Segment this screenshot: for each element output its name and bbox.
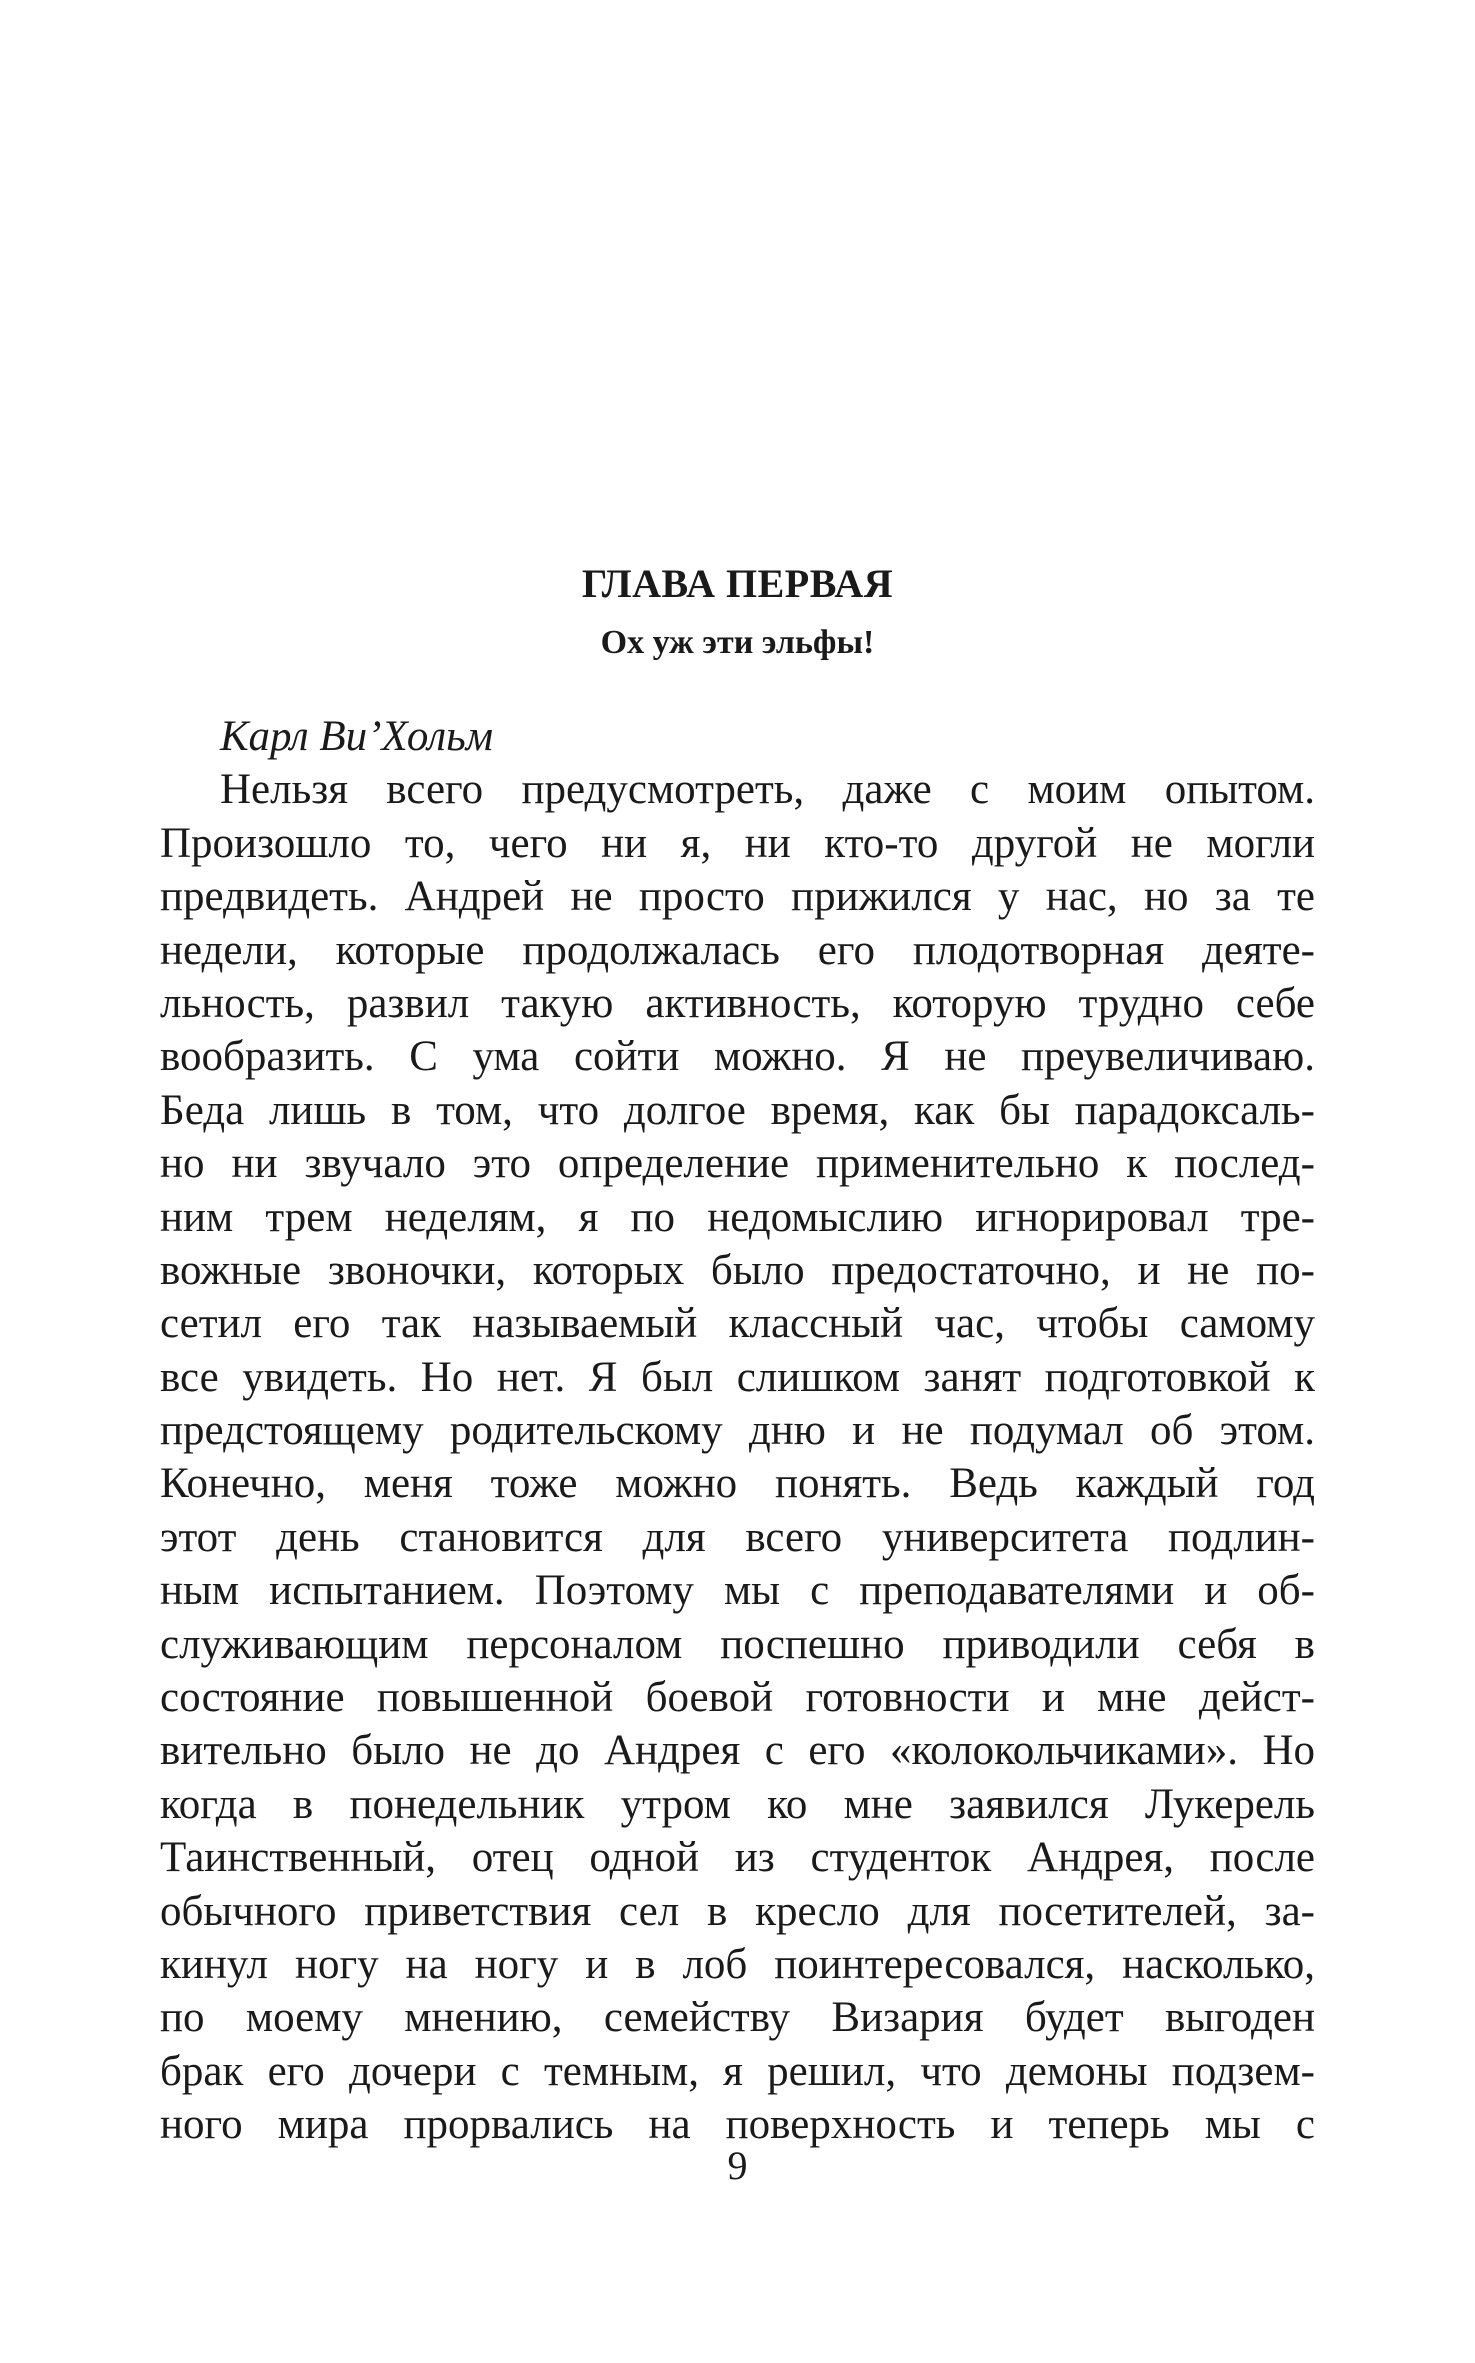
page-number: 9: [727, 2143, 748, 2188]
text-line: сетил его так называемый классный час, чтобы самому: [160, 1300, 1315, 1348]
text-line: ним трем неделям, я по недомыслию игнорировал тре-: [160, 1193, 1315, 1241]
text-line: недели, которые продолжалась его плодотворная деяте-: [160, 926, 1315, 974]
text-line: служивающим персоналом поспешно приводили себя в: [160, 1620, 1315, 1668]
text-line: но ни звучало это определение применительно к послед-: [160, 1140, 1315, 1188]
text-line: вообразить. С ума сойти можно. Я не преувеличиваю.: [160, 1033, 1315, 1081]
text-line: обычного приветствия сел в кресло для посетителей, за-: [160, 1887, 1315, 1935]
chapter-subtitle: Ох уж эти эльфы!: [600, 624, 875, 661]
text-line: когда в понедельник утром ко мне заявился Лукерель: [160, 1780, 1315, 1828]
text-line: Таинственный, отец одной из студенток Андрея, после: [160, 1834, 1315, 1882]
text-line: вительно было не до Андрея с его «колокольчиками». Но: [160, 1727, 1315, 1775]
text-line: Конечно, меня тоже можно понять. Ведь каждый год: [160, 1460, 1315, 1508]
author-heading: Карл Ви’Хольм: [220, 713, 494, 760]
text-line: предвидеть. Андрей не просто прижился у нас, но за те: [160, 873, 1315, 921]
text-line: ным испытанием. Поэтому мы с преподавателями и об-: [160, 1567, 1315, 1615]
text-line: Нельзя всего предусмотреть, даже с моим опытом.: [220, 766, 1315, 814]
text-line: Беда лишь в том, что долгое время, как бы парадоксаль-: [160, 1086, 1315, 1134]
text-line: вожные звоночки, которых было предостаточно, и не по-: [160, 1246, 1315, 1294]
body-text: [160, 710, 1315, 2152]
text-line: предстоящему родительскому дню и не подумал об этом.: [160, 1407, 1315, 1455]
text-line: этот день становится для всего университета подлин-: [160, 1513, 1315, 1561]
text-line: брак его дочери с темным, я решил, что демоны подзем-: [160, 2047, 1315, 2095]
text-line: кинул ногу на ногу и в лоб поинтересовался, насколько,: [160, 1940, 1315, 1988]
text-line: Произошло то, чего ни я, ни кто-то другой не могли: [160, 819, 1315, 867]
text-line: все увидеть. Но нет. Я был слишком занят подготовкой к: [160, 1353, 1315, 1401]
chapter-header: [160, 560, 1315, 664]
chapter-title: ГЛАВА ПЕРВАЯ: [581, 561, 894, 606]
text-line: по моему мнению, семейству Визария будет выгоден: [160, 1994, 1315, 2042]
text-line: льность, развил такую активность, которую трудно себе: [160, 979, 1315, 1027]
text-line: состояние повышенной боевой готовности и мне дейст-: [160, 1674, 1315, 1722]
text-line: ного мира прорвались на поверхность и теперь мы с: [160, 2101, 1315, 2149]
